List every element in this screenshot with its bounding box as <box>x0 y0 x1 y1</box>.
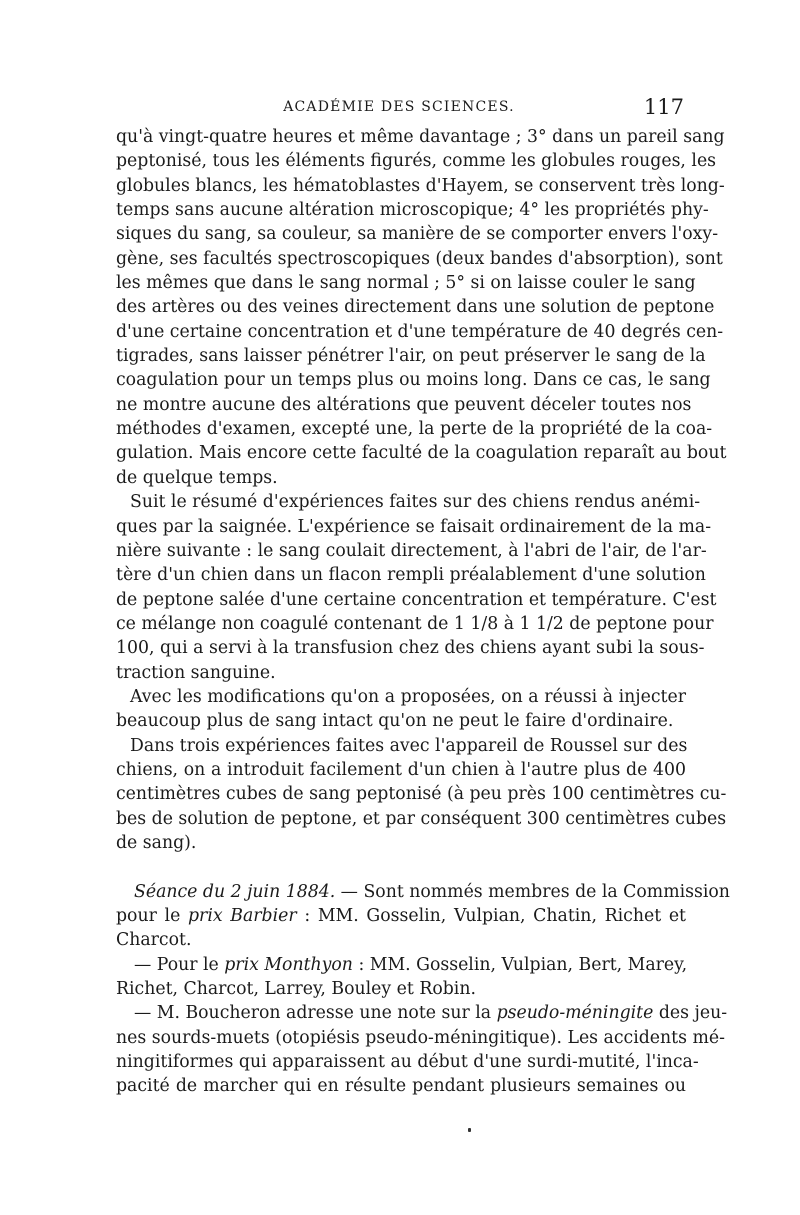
text-run: des jeu- <box>653 1003 728 1024</box>
text-run: — Pour le <box>134 954 225 975</box>
ink-speck <box>468 1128 471 1132</box>
text-line <box>116 953 686 977</box>
text-line: de sang). <box>116 832 197 853</box>
text-line: siques du sang, sa couleur, sa manière de se comporter envers l'oxy- <box>116 224 719 245</box>
paragraph-monthyon <box>116 953 686 1002</box>
text-line: 100, qui a servi à la transfusion chez des chiens ayant subi la sous- <box>116 638 705 659</box>
text-line: Suit le résumé d'expériences faites sur des chiens rendus anémi- <box>130 492 701 513</box>
text-line: pacité de marcher qui en résulte pendant plusieurs semaines ou <box>116 1076 686 1097</box>
prize-name: prix Barbier <box>188 906 297 926</box>
text-line: tigrades, sans laisser pénétrer l'air, on peut préserver le sang de la <box>116 346 706 367</box>
prize-name: prix Monthyon <box>224 954 353 975</box>
text-run: pour le <box>116 906 188 926</box>
running-title: ACADÉMIE DES SCIENCES. <box>283 99 515 115</box>
text-line: ne montre aucune des altérations que peuvent déceler toutes nos <box>116 394 692 415</box>
text-line <box>116 904 686 928</box>
text-line: peptonisé, tous les éléments figurés, comme les globules rouges, les <box>116 151 717 172</box>
text-run: — M. Boucheron adresse une note sur la <box>134 1003 497 1024</box>
text-line: gulation. Mais encore cette faculté de la coagulation reparaît au bout <box>116 443 727 464</box>
text-run: — Sont nommés membres de la Commission <box>335 881 730 902</box>
paragraph-summary <box>116 490 717 685</box>
text-line: traction sanguine. <box>116 662 276 683</box>
text-line: centimètres cubes de sang peptonisé (à peu près 100 centimètres cu- <box>116 784 727 805</box>
text-line: bes de solution de peptone, et par conséquent 300 centimètres cubes <box>116 808 727 829</box>
text-line: méthodes d'examen, excepté une, la perte de la propriété de la coa- <box>116 419 713 440</box>
text-line: temps sans aucune altération microscopique; 4° les propriétés phy- <box>116 200 709 221</box>
text-line <box>116 1001 728 1025</box>
text-line: nière suivante : le sang coulait directement, à l'abri de l'air, de l'ar- <box>116 540 707 561</box>
text-line: beaucoup plus de sang intact qu'on ne peut le faire d'ordinaire. <box>116 711 674 732</box>
text-line: nes sourds-muets (otopiésis pseudo-méningitique). Les accidents mé- <box>116 1027 725 1048</box>
note-subject: pseudo-méningite <box>496 1003 654 1024</box>
text-line: ningitiformes qui apparaissent au début d'une surdi-mutité, l'inca- <box>116 1052 699 1073</box>
seance-date: Séance du 2 juin 1884. <box>134 881 336 902</box>
section-gap <box>116 855 686 879</box>
text-line: chiens, on a introduit facilement d'un chien à l'autre plus de 400 <box>116 759 686 780</box>
text-line: coagulation pour un temps plus ou moins long. Dans ce cas, le sang <box>116 370 711 391</box>
text-line: de quelque temps. <box>116 467 278 488</box>
text-line: Charcot. <box>116 930 192 951</box>
paragraph-modifications <box>116 685 686 734</box>
text-line: Dans trois expériences faites avec l'appareil de Roussel sur des <box>130 735 688 756</box>
paragraph-experiments <box>116 734 727 856</box>
running-head <box>114 95 684 125</box>
text-body <box>116 125 730 1099</box>
text-line: de peptone salée d'une certaine concentration et température. C'est <box>116 589 717 610</box>
text-line: les mêmes que dans le sang normal ; 5° si on laisse couler le sang <box>116 273 696 294</box>
text-line: Richet, Charcot, Larrey, Bouley et Robin. <box>116 979 476 1000</box>
text-line: d'une certaine concentration et d'une température de 40 degrés cen- <box>116 321 724 342</box>
text-line: Avec les modifications qu'on a proposées, on a réussi à injecter <box>130 686 686 707</box>
text-line: ques par la saignée. L'expérience se faisait ordinairement de la ma- <box>116 516 712 537</box>
paragraph-seance <box>116 880 730 953</box>
paragraph-continuation <box>116 125 727 490</box>
page-number: 117 <box>643 95 684 119</box>
text-run: : MM. Gosselin, Vulpian, Bert, Marey, <box>352 954 688 975</box>
text-line: des artères ou des veines directement dans une solution de peptone <box>116 297 715 318</box>
text-run: : MM. Gosselin, Vulpian, Chatin, Richet et <box>296 906 687 926</box>
text-line: globules blancs, les hématoblastes d'Hayem, se conservent très long- <box>116 175 725 196</box>
paragraph-boucheron <box>116 1001 728 1098</box>
text-line <box>116 880 730 904</box>
text-line: gène, ses facultés spectroscopiques (deux bandes d'absorption), sont <box>116 248 723 269</box>
text-line: tère d'un chien dans un flacon rempli préalablement d'une solution <box>116 565 706 586</box>
text-line: qu'à vingt-quatre heures et même davantage ; 3° dans un pareil sang <box>116 127 725 147</box>
text-line: ce mélange non coagulé contenant de 1 1/8 à 1 1/2 de peptone pour <box>116 613 714 634</box>
